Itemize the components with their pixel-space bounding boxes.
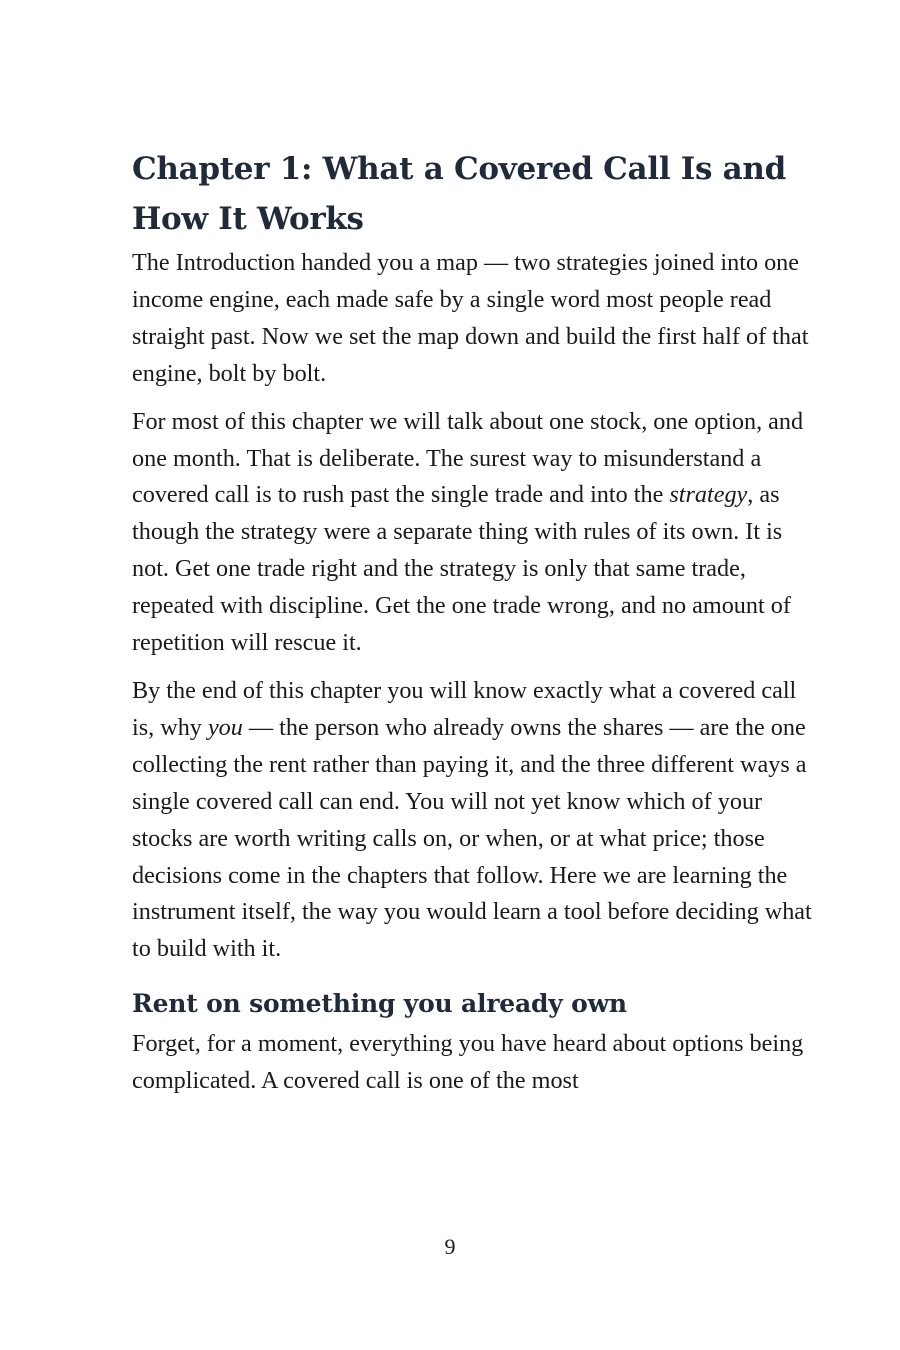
chapter-title-line-2: How It Works [132, 201, 364, 237]
intro-paragraph-1: The Introduction handed you a map — two strategies joined into one income engine, each made safe by a single word most people read straight past. Now we set the map down and build the first half of that engine, bolt by bolt. [132, 249, 809, 387]
page-content [132, 144, 812, 1100]
section-heading: Rent on something you already own [132, 989, 627, 1019]
paragraph-text: , as though the strategy were a separate thing with rules of its own. It is not. Get one trade right and the strategy is only that same trade, repeated with discipline. Get the one trade wrong, and no amount of repetition will rescue it. [132, 481, 791, 657]
intro-paragraph-2 [132, 404, 812, 662]
chapter-title-line-1: Chapter 1: What a Covered Call Is and [132, 151, 787, 187]
chapter-title [132, 144, 812, 244]
paragraph-text: For most of this chapter we will talk about one stock, one option, and one month. That is deliberate. The surest way to misunderstand a covered call is to rush past the single trade and into the [132, 407, 804, 509]
intro-paragraph-3 [132, 673, 812, 968]
section-paragraph-1: Forget, for a moment, everything you have heard about options being complicated. A covered call is one of the most [132, 1030, 804, 1095]
emphasis-strategy: strategy [669, 481, 748, 509]
page-number: 9 [444, 1234, 456, 1259]
paragraph-text: By the end of this chapter you will know exactly what a covered call is, why [132, 676, 797, 741]
emphasis-you: you [207, 713, 243, 741]
paragraph-text: — the person who already owns the shares — are the one collecting the rent rather than paying it, and the three different ways a single covered call can end. You will not yet know which of your stocks are worth writing calls on, or when, or at what price; those decisions come in the chapters that follow. Here we are learning the instrument itself, the way you would learn a tool before deciding what to build with it. [132, 713, 812, 963]
